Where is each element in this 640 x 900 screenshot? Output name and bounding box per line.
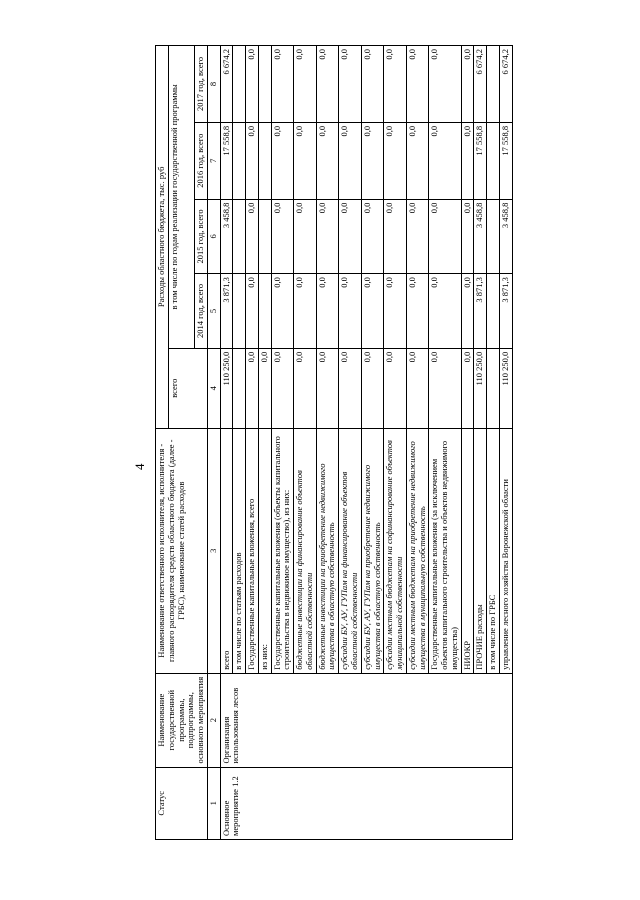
col-number: 1 [207,767,220,839]
cell-2014: 0,0 [429,274,461,349]
row-name: управление лесного хозяйства Воронежской области [499,428,512,673]
header-total: всего [168,348,207,428]
cell-2015: 0,0 [429,199,461,274]
row-name: Государственные капитальные вложения, всего [246,428,259,673]
cell-total: 110 250,0 [474,348,487,428]
row-name: бюджетные инвестиции на приобретение недвижимого имущества в областную собственность [316,428,339,673]
cell-2017: 0,0 [271,46,294,123]
cell-total: 0,0 [246,348,259,428]
cell-2016: 0,0 [246,122,259,199]
row-name: ПРОЧИЕ расходы [474,428,487,673]
cell-total: 0,0 [339,348,362,428]
cell-2016: 17 558,8 [499,122,512,199]
program-cell: Организация использования лесов [220,673,512,767]
cell-2014: 0,0 [461,274,474,349]
cell-2014 [258,274,271,349]
cell-2017: 0,0 [316,46,339,123]
cell-2016: 0,0 [316,122,339,199]
cell-2016: 0,0 [384,122,407,199]
cell-2015: 0,0 [271,199,294,274]
cell-2015 [258,199,271,274]
header-2015: 2015 год, всего [195,199,208,274]
cell-2016 [258,122,271,199]
row-name: Государственные капитальные вложения (за исключением объектов капитального строительства и объектов недвижимого имущества) [429,428,461,673]
cell-total: 0,0 [384,348,407,428]
cell-2014: 0,0 [361,274,384,349]
cell-2014 [487,274,500,349]
cell-total: 0,0 [294,348,317,428]
cell-total: 0,0 [429,348,461,428]
row-name: всего [220,428,233,673]
cell-2015: 3 458,8 [474,199,487,274]
table-row [220,46,233,840]
cell-2015: 0,0 [246,199,259,274]
cell-2015: 0,0 [384,199,407,274]
cell-2014: 0,0 [271,274,294,349]
cell-2016: 0,0 [429,122,461,199]
cell-2017: 0,0 [429,46,461,123]
col-number: 7 [207,122,220,199]
row-name: субсидии местным бюджетам на софинансирование объектов муниципальной собственности [384,428,407,673]
cell-2017: 0,0 [246,46,259,123]
cell-2014: 3 871,3 [499,274,512,349]
cell-2014: 0,0 [339,274,362,349]
col-number: 2 [207,673,220,767]
cell-total: 110 250,0 [220,348,233,428]
cell-2017 [487,46,500,123]
row-name: субсидии БУ, АУ, ГУПам на финансирование объектов областной собственности [339,428,362,673]
header-program: Наименование государственной программы, подпрограммы, основного мероприятия [156,673,208,767]
cell-2016: 0,0 [294,122,317,199]
cell-2014: 0,0 [246,274,259,349]
cell-2017: 6 674,2 [499,46,512,123]
header-by-years: в том числе по годам реализации государственной программы [168,46,194,349]
cell-total: 0,0 [461,348,474,428]
cell-2016: 0,0 [361,122,384,199]
row-name: из них: [258,428,271,673]
row-name: субсидии БУ, АУ, ГУПам на приобретение недвижимого имущества в областную собственность [361,428,384,673]
header-status: Статус [156,767,208,839]
cell-2015: 3 458,8 [499,199,512,274]
cell-2017: 6 674,2 [220,46,233,123]
cell-2015: 0,0 [339,199,362,274]
cell-total [233,348,246,428]
cell-2017: 0,0 [361,46,384,123]
cell-2015: 0,0 [294,199,317,274]
cell-total: 0,0 [316,348,339,428]
cell-2017 [258,46,271,123]
cell-2017: 0,0 [339,46,362,123]
cell-total: 0,0 [406,348,429,428]
cell-2014: 0,0 [406,274,429,349]
cell-2015: 3 458,8 [220,199,233,274]
cell-total: 110 250,0 [499,348,512,428]
cell-total [487,348,500,428]
cell-2016 [487,122,500,199]
cell-2016: 0,0 [339,122,362,199]
cell-2016: 0,0 [461,122,474,199]
col-number: 3 [207,428,220,673]
cell-2015 [233,199,246,274]
cell-2017: 6 674,2 [474,46,487,123]
col-number: 6 [207,199,220,274]
cell-2014: 0,0 [316,274,339,349]
cell-total: 0,0 [258,348,271,428]
header-expenses: Расходы областного бюджета, тыс. руб [156,46,169,429]
cell-2017: 0,0 [384,46,407,123]
expenses-table [155,45,513,840]
cell-2015: 0,0 [361,199,384,274]
col-number: 5 [207,274,220,349]
cell-2017 [233,46,246,123]
row-name: НИОКР [461,428,474,673]
cell-2014: 3 871,3 [220,274,233,349]
col-number: 4 [207,348,220,428]
header-2017: 2017 год, всего [195,46,208,123]
cell-2015: 0,0 [406,199,429,274]
cell-2017: 0,0 [461,46,474,123]
cell-2016 [233,122,246,199]
cell-2016: 0,0 [271,122,294,199]
col-number: 8 [207,46,220,123]
cell-total: 0,0 [361,348,384,428]
cell-2014: 0,0 [384,274,407,349]
header-2014: 2014 год, всего [195,274,208,349]
cell-2016: 17 558,8 [220,122,233,199]
cell-2017: 0,0 [406,46,429,123]
header-executor: Наименование ответственного исполнителя, исполнителя - главного распорядителя средств областного бюджета (далее - ГРБС), наименование статей расходов [156,428,208,673]
cell-2014: 0,0 [294,274,317,349]
cell-2014 [233,274,246,349]
table-body [220,46,512,840]
cell-2016: 0,0 [406,122,429,199]
cell-2014: 3 871,3 [474,274,487,349]
row-name: бюджетные инвестиции на финансирование объектов областной собственности [294,428,317,673]
cell-2016: 17 558,8 [474,122,487,199]
row-name: Государственные капитальные вложения (объекты капитального строительства в недвижимое имущество), из них: [271,428,294,673]
cell-2015: 0,0 [461,199,474,274]
cell-2015: 0,0 [316,199,339,274]
header-2016: 2016 год, всего [195,122,208,199]
cell-2015 [487,199,500,274]
row-name: в том числе по статьям расходов [233,428,246,673]
cell-2017: 0,0 [294,46,317,123]
row-name: в том числе по ГРБС [487,428,500,673]
page-number: 4 [132,463,147,470]
cell-total: 0,0 [271,348,294,428]
row-name: субсидии местным бюджетам на приобретение недвижимого имущества в муниципальную собственность [406,428,429,673]
status-cell: Основное мероприятие 1.2 [220,767,512,839]
